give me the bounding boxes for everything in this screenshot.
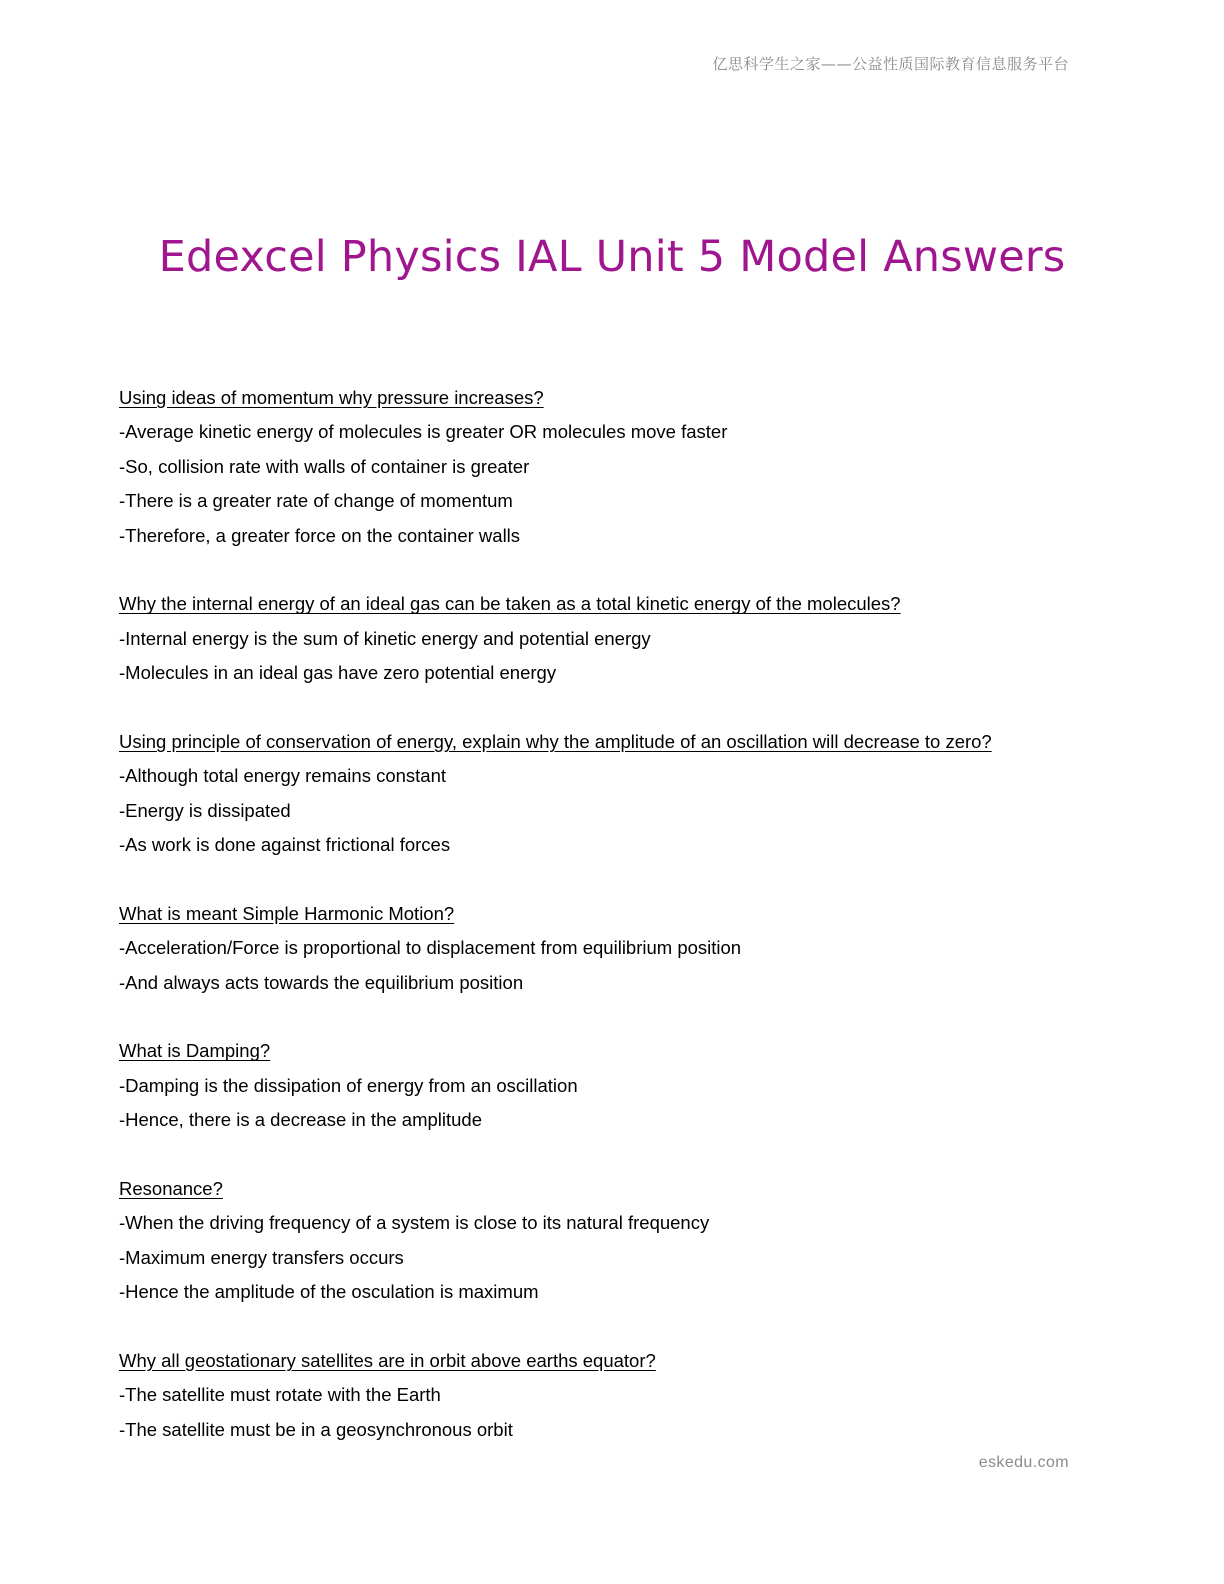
answer-line: -Internal energy is the sum of kinetic energy and potential energy <box>119 627 651 649</box>
question-heading: Using principle of conservation of energy, explain why the amplitude of an oscillation will decrease to zero? <box>119 730 992 752</box>
answer-line: -As work is done against frictional forces <box>119 834 451 856</box>
qa-content <box>119 381 1119 1482</box>
qa-section <box>119 1034 1119 1137</box>
answer-line: -Although total energy remains constant <box>119 765 447 787</box>
qa-section <box>119 381 1119 553</box>
answer-line: -Average kinetic energy of molecules is greater OR molecules move faster <box>119 421 728 443</box>
answer-line: -Maximum energy transfers occurs <box>119 1246 404 1268</box>
question-heading: What is meant Simple Harmonic Motion? <box>119 902 455 924</box>
answer-line: -Hence the amplitude of the osculation is maximum <box>119 1281 539 1303</box>
question-heading: What is Damping? <box>119 1040 271 1062</box>
question-heading: Resonance? <box>119 1177 223 1199</box>
question-heading: Why all geostationary satellites are in orbit above earths equator? <box>119 1349 656 1371</box>
footer-site: eskedu.com <box>978 1454 1069 1471</box>
answer-line: -The satellite must rotate with the Earth <box>119 1384 441 1406</box>
qa-section <box>119 1344 1119 1447</box>
answer-line: -The satellite must be in a geosynchronous orbit <box>119 1418 513 1440</box>
answer-line: -Therefore, a greater force on the container walls <box>119 524 521 546</box>
header-note: 亿思科学生之家——公益性质国际教育信息服务平台 <box>712 55 1069 73</box>
qa-section <box>119 587 1119 690</box>
answer-line: -When the driving frequency of a system is close to its natural frequency <box>119 1212 710 1234</box>
qa-section <box>119 725 1119 863</box>
qa-section <box>119 1172 1119 1310</box>
answer-line: -And always acts towards the equilibrium position <box>119 971 524 993</box>
answer-line: -So, collision rate with walls of container is greater <box>119 455 530 477</box>
answer-line: -Molecules in an ideal gas have zero potential energy <box>119 662 557 684</box>
question-heading: Using ideas of momentum why pressure increases? <box>119 387 544 408</box>
answer-line: -Hence, there is a decrease in the amplitude <box>119 1109 483 1131</box>
qa-section <box>119 897 1119 1000</box>
answer-line: -There is a greater rate of change of momentum <box>119 490 513 512</box>
answer-line: -Acceleration/Force is proportional to displacement from equilibrium position <box>119 937 742 959</box>
question-heading: Why the internal energy of an ideal gas can be taken as a total kinetic energy of the molecules? <box>119 593 901 615</box>
page-title: Edexcel Physics IAL Unit 5 Model Answers <box>158 232 1066 282</box>
answer-line: -Damping is the dissipation of energy from an oscillation <box>119 1074 578 1096</box>
answer-line: -Energy is dissipated <box>119 799 291 821</box>
